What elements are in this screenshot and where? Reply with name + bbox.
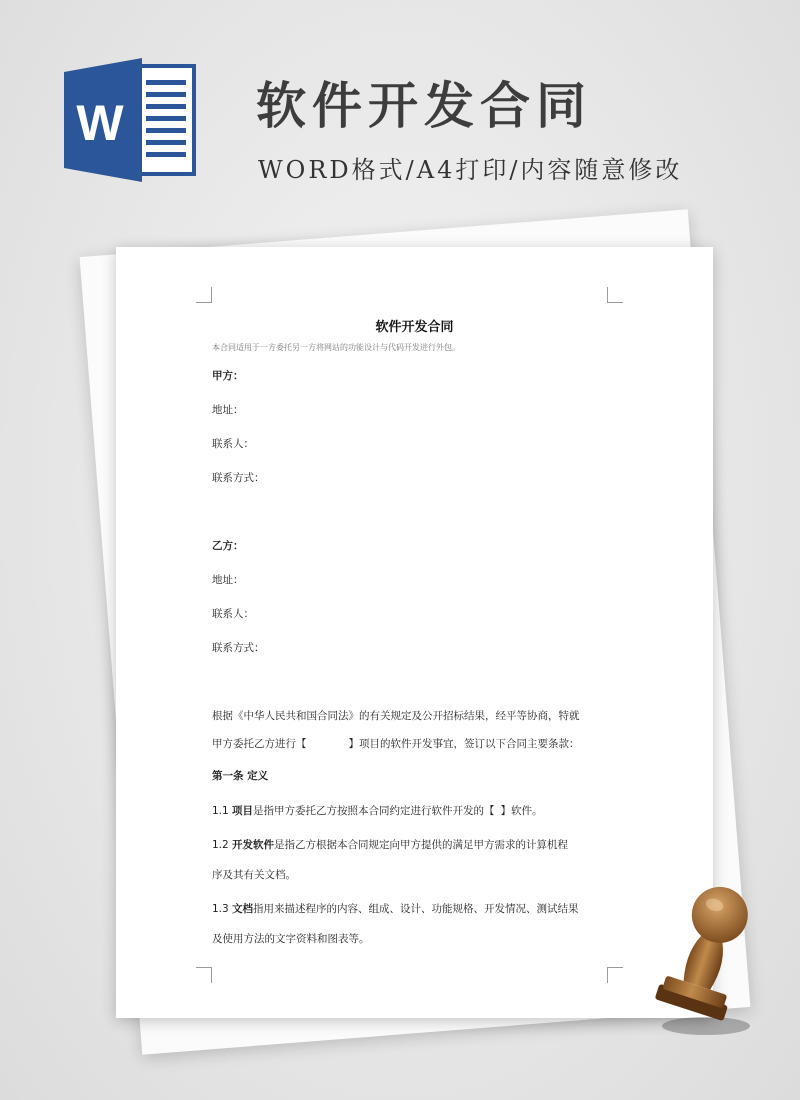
clause-1-3-cont: 及使用方法的文字资料和图表等。 [212, 933, 370, 945]
clause-1-3-term: 文档 [232, 903, 254, 915]
intro-line-2-a: 甲方委托乙方进行【 [212, 738, 307, 750]
crop-mark-bottom-left [196, 967, 212, 983]
intro-line-2 [212, 736, 580, 751]
intro-line-1: 根据《中华人民共和国合同法》的有关规定及公开招标结果，经平等协商，特就 [212, 710, 580, 722]
clause-1-3-num: 1.3 [212, 903, 233, 915]
word-logo-letter: W [76, 95, 124, 151]
header-subtitle: WORD格式/A4打印/内容随意修改 [258, 156, 683, 184]
clause-1-2-term: 开发软件 [232, 839, 275, 851]
clause-1-2-text: 是指乙方根据本合同规定向甲方提供的满足甲方需求的计算机程 [274, 839, 569, 851]
article-1-heading-text: 第一条 定义 [212, 770, 269, 782]
party-b-contact-method: 联系方式： [212, 642, 265, 654]
document-title: 软件开发合同 [375, 320, 454, 335]
header-title: 软件开发合同 [256, 77, 592, 135]
party-b-label: 乙方： [212, 540, 244, 552]
clause-1-1-text-a: 是指甲方委托乙方按照本合同约定进行软件开发的【 [253, 805, 495, 817]
clause-1-1-num: 1.1 [212, 805, 233, 817]
crop-mark-top-left [196, 287, 212, 303]
clause-1-2 [212, 837, 568, 852]
clause-1-2-cont: 序及其有关文档。 [212, 869, 296, 881]
article-1-heading [212, 768, 268, 783]
document-page [116, 247, 713, 1018]
clause-1-1-text-b: 】软件。 [500, 805, 543, 817]
clause-1-2-num: 1.2 [212, 839, 233, 851]
clause-1-3-text: 指用来描述程序的内容、组成、设计、功能规格、开发情况、测试结果 [253, 903, 579, 915]
crop-mark-bottom-right [607, 967, 623, 983]
word-logo-icon [64, 58, 198, 182]
clause-1-3 [212, 901, 579, 916]
wooden-stamp-icon [648, 876, 772, 1040]
crop-mark-top-right [607, 287, 623, 303]
document-note: 本合同适用于一方委托另一方将网站的功能设计与代码开发进行外包。 [212, 343, 460, 352]
party-a-address: 地址： [212, 404, 244, 416]
party-a-contact: 联系人： [212, 438, 254, 450]
intro-line-2-b: 】项目的软件开发事宜，签订以下合同主要条款： [348, 738, 580, 750]
party-b-contact: 联系人： [212, 608, 254, 620]
clause-1-1 [212, 803, 543, 818]
party-b-address: 地址： [212, 574, 244, 586]
party-a-contact-method: 联系方式： [212, 472, 265, 484]
clause-1-1-term: 项目 [232, 805, 254, 817]
party-a-label: 甲方： [212, 370, 244, 382]
